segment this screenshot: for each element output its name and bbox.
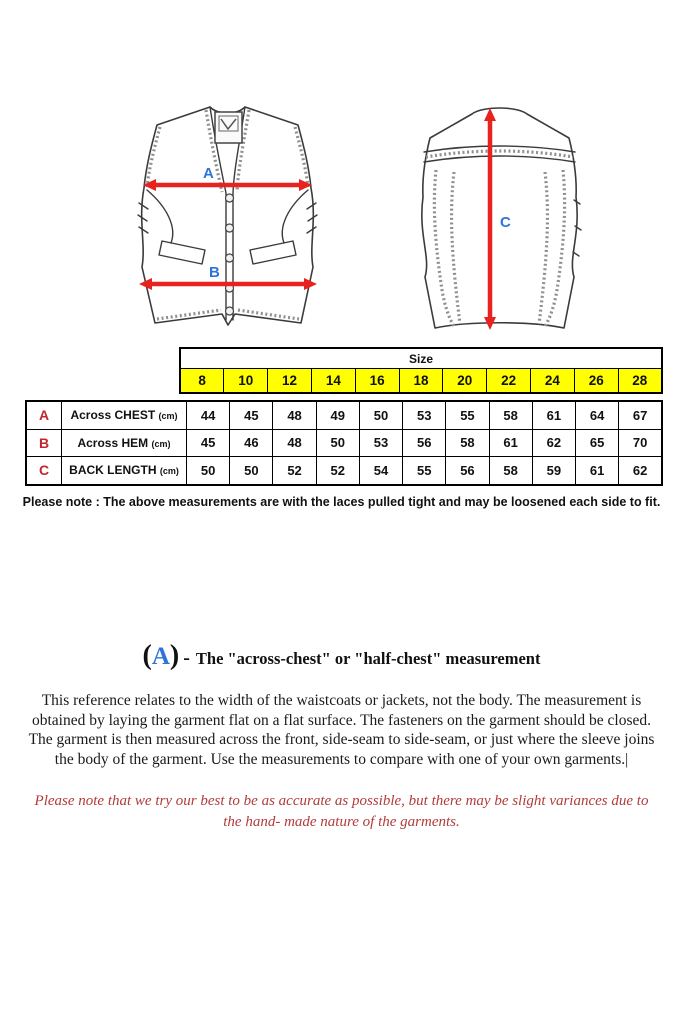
measurement-value: 70 (619, 429, 662, 457)
text-cursor: | (625, 750, 629, 768)
measurement-value: 53 (359, 429, 402, 457)
size-column-header: 16 (355, 369, 399, 394)
description-text: This reference relates to the width of the waistcoats or jackets, not the body. The measurement is obtained by laying the garment flat on a flat surface. The fasteners on the garment should be closed. The garment is then measured across the front, side-seam to side-seam, or just where the sleeve joins the body of the garment. Use the measurements to compare with one of your own garments. (28, 692, 655, 768)
measurement-value: 45 (187, 429, 230, 457)
size-column-header: 22 (487, 369, 531, 394)
size-header-cell: Size (180, 348, 662, 369)
measurement-value: 58 (489, 457, 532, 485)
table-note: Please note : The above measurements are with the laces pulled tight and may be loosened each side to fit. (22, 495, 661, 509)
size-table-header (179, 347, 663, 394)
heading-close-paren: ) (169, 640, 180, 671)
measurement-value: 50 (187, 457, 230, 485)
vest-front-diagram (115, 95, 340, 335)
heading-text: The "across-chest" or "half-chest" measurement (195, 649, 541, 668)
measurement-row (26, 401, 662, 429)
row-label: Across HEM (cm) (62, 429, 187, 457)
measurement-value: 45 (230, 401, 273, 429)
size-column-header: 24 (531, 369, 575, 394)
measurement-value: 67 (619, 401, 662, 429)
measurement-value: 65 (575, 429, 618, 457)
measurement-description[interactable] (24, 691, 659, 769)
measurement-row (26, 429, 662, 457)
measurement-table-body (26, 401, 662, 485)
measurement-value: 49 (316, 401, 359, 429)
measurement-value: 54 (359, 457, 402, 485)
measurement-value: 61 (532, 401, 575, 429)
size-column-header: 8 (180, 369, 224, 394)
size-column-header: 12 (268, 369, 312, 394)
measurement-value: 44 (187, 401, 230, 429)
vest-back-diagram (402, 100, 597, 335)
size-column-header: 14 (311, 369, 355, 394)
brand-label-patch (215, 112, 242, 143)
measurement-value: 52 (273, 457, 316, 485)
measurement-value: 52 (316, 457, 359, 485)
accuracy-disclaimer: Please note that we try our best to be as accurate as possible, but there may be slight variances due to the hand- made nature of the garments. (34, 793, 649, 830)
measurement-value: 56 (446, 457, 489, 485)
measurement-value: 55 (403, 457, 446, 485)
row-label: Across CHEST (cm) (62, 401, 187, 429)
measurement-value: 64 (575, 401, 618, 429)
row-label: BACK LENGTH (cm) (62, 457, 187, 485)
heading-separator: - (183, 647, 190, 669)
size-column-header: 28 (618, 369, 662, 394)
measurement-value: 56 (403, 429, 446, 457)
measurement-value: 55 (446, 401, 489, 429)
measurement-row (26, 457, 662, 485)
measurement-value: 50 (230, 457, 273, 485)
measurement-value: 50 (316, 429, 359, 457)
row-letter: A (26, 401, 62, 429)
measurement-value: 59 (532, 457, 575, 485)
measurement-value: 50 (359, 401, 402, 429)
measurement-value: 48 (273, 429, 316, 457)
size-column-header: 20 (443, 369, 487, 394)
size-column-header: 26 (574, 369, 618, 394)
measurement-value: 58 (489, 401, 532, 429)
measurement-value: 48 (273, 401, 316, 429)
size-column-header: 18 (399, 369, 443, 394)
measurement-value: 58 (446, 429, 489, 457)
heading-open-paren: ( (142, 640, 152, 671)
measurement-value: 61 (575, 457, 618, 485)
hem-label: B (209, 264, 220, 281)
measurement-value: 53 (403, 401, 446, 429)
measurement-value: 61 (489, 429, 532, 457)
size-title-row (180, 348, 662, 369)
section-heading (0, 640, 683, 672)
size-column-header: 10 (224, 369, 268, 394)
heading-letter: A (151, 643, 170, 670)
measurement-value: 62 (619, 457, 662, 485)
row-letter: C (26, 457, 62, 485)
back-length-label: C (500, 214, 511, 231)
size-number-row (180, 369, 662, 394)
measurement-value: 62 (532, 429, 575, 457)
measurement-table (25, 400, 663, 486)
row-letter: B (26, 429, 62, 457)
chest-label: A (203, 165, 214, 182)
measurement-value: 46 (230, 429, 273, 457)
